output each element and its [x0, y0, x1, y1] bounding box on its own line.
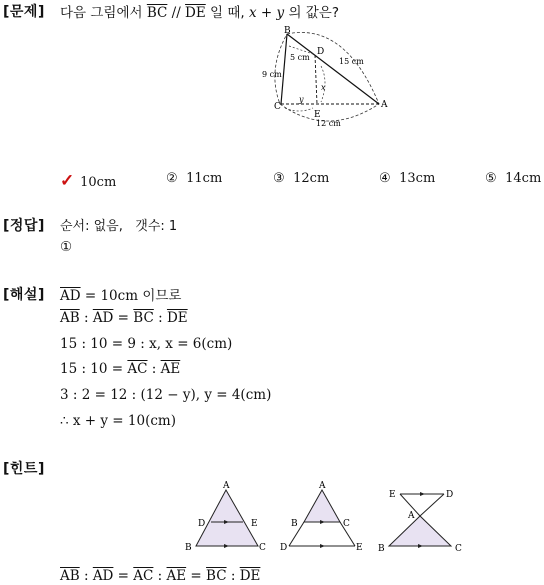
- question-mid: 일 때,: [210, 5, 245, 21]
- figure-outline: [275, 32, 379, 121]
- answer-info: 순서: 없음, 갯수: 1: [60, 219, 178, 234]
- solution-line-3: 15 : 10 = 9 : x, x = 6(cm): [60, 336, 233, 352]
- fig-length-da: 15 cm: [339, 57, 364, 66]
- fig-label-e: E: [314, 110, 321, 120]
- hint-formula: $\overline{AB}$ : $\overline{AD} = \overline{AC}$ : $\overline{AE} = \overline{BC}$ : $\overline{DE}$: [60, 568, 261, 584]
- fig-label-c: C: [274, 102, 281, 112]
- question-prefix: 다음 그림에서: [60, 5, 143, 21]
- problem-figure: [255, 26, 395, 132]
- sol-l4-pre: 15 : 10 =: [60, 361, 128, 377]
- solution-line-5: 3 : 2 = 12 : (12 − y), y = 4(cm): [60, 387, 272, 403]
- choice-2-text: 11cm: [186, 171, 223, 186]
- choice-3[interactable]: [273, 171, 329, 186]
- choice-5-mark: ⑤: [485, 171, 497, 186]
- hint-triangle-1: [180, 478, 270, 554]
- answer-value: ①: [60, 239, 73, 255]
- choice-3-mark: ③: [273, 171, 285, 186]
- segment-bc-line: [281, 34, 287, 104]
- hint1-label-d: D: [198, 519, 206, 529]
- hint-f-ae: $\overline{AE}$: [166, 568, 187, 584]
- question-suffix: 의 값은?: [288, 5, 340, 21]
- hint1-label-e: E: [251, 519, 258, 529]
- choice-2[interactable]: [166, 171, 222, 186]
- fig-length-ca: 12 cm: [316, 119, 341, 128]
- sol-l2-bc: $\overline{BC}$: [133, 310, 154, 326]
- choice-5[interactable]: [485, 171, 541, 186]
- choice-1-text: 10cm: [80, 175, 117, 190]
- sol-l1-eq: = 10cm: [80, 288, 139, 304]
- problem-question: [60, 1, 339, 21]
- choice-4-text: 13cm: [399, 171, 436, 186]
- hint-triangle-2: [276, 478, 368, 554]
- segment-de-line: [315, 55, 317, 104]
- fig-length-de: x: [321, 83, 326, 92]
- hint1-label-c: C: [259, 543, 266, 553]
- solution-line-6: ∴ x + y = 10(cm): [60, 413, 176, 429]
- segment-bc: $\overline{BC}$: [146, 5, 168, 21]
- choice-5-text: 14cm: [505, 171, 542, 186]
- hint-f-ad: $\overline{AD}$: [92, 568, 114, 584]
- parallel-symbol: //: [167, 5, 186, 21]
- hint-f-ac: $\overline{AC}$: [133, 568, 154, 584]
- solution-label: [해설]: [3, 287, 45, 303]
- fig-label-b: B: [284, 26, 291, 36]
- hint1-label-a: A: [223, 481, 230, 491]
- answer-label: [정답]: [3, 218, 45, 234]
- solution-line-4: 15 : $10 = \overline{AC}$ : $\overline{AE}$: [60, 361, 181, 377]
- hint-label: [힌트]: [3, 461, 45, 477]
- fig-length-bd: 5 cm: [290, 53, 310, 62]
- fig-length-ce: y: [299, 95, 304, 104]
- fig-length-bc: 9 cm: [262, 70, 282, 79]
- hint2-label-e: E: [356, 543, 363, 553]
- hint2-label-d: D: [280, 543, 288, 553]
- hint3-label-c: C: [455, 544, 462, 554]
- hint-triangle-3: [374, 478, 468, 554]
- brace-ce: [285, 108, 313, 111]
- sol-l4-ae: $\overline{AE}$: [160, 361, 181, 377]
- sol-l4-ac: $\overline{AC}$: [127, 361, 148, 377]
- sol-ad: $\overline{AD}$: [60, 288, 81, 304]
- sol-l2-ad: $\overline{AD}$: [92, 310, 114, 326]
- hint2-label-a: A: [319, 481, 326, 491]
- hint1-label-b: B: [185, 543, 192, 553]
- sol-l2-de: $\overline{DE}$: [166, 310, 188, 326]
- sol-l2-ab: $\overline{AB}$: [60, 310, 80, 326]
- hint3-label-d: D: [446, 490, 454, 500]
- hint-f-ab: $\overline{AB}$: [60, 568, 80, 584]
- hint2-label-b: B: [291, 519, 298, 529]
- question-expr: x + y: [249, 5, 285, 21]
- fig-label-d: D: [317, 47, 325, 57]
- solution-line-1: [60, 284, 181, 304]
- segment-de: $\overline{DE}$: [185, 5, 206, 21]
- sol-l1-kr: 이므로: [142, 288, 182, 304]
- solution-line-2: $\overline{AB}$ : $\overline{AD} = \overline{BC}$ : $\overline{DE}$: [60, 310, 188, 326]
- hint3-label-a: A: [408, 511, 415, 521]
- choice-3-text: 12cm: [293, 171, 330, 186]
- segment-ba: [287, 34, 379, 104]
- fig-label-a: A: [381, 100, 388, 110]
- choice-4[interactable]: [379, 171, 435, 186]
- choice-1[interactable]: [60, 171, 116, 191]
- problem-label: [문제]: [3, 4, 45, 20]
- hint-f-de: $\overline{DE}$: [239, 568, 261, 584]
- choice-2-mark: ②: [166, 171, 178, 186]
- hint3-label-b: B: [378, 544, 385, 554]
- check-icon: ✓: [60, 171, 75, 191]
- hint3-label-e: E: [389, 490, 396, 500]
- choice-4-mark: ④: [379, 171, 391, 186]
- hint2-label-c: C: [343, 519, 350, 529]
- hint-f-bc: $\overline{BC}$: [206, 568, 227, 584]
